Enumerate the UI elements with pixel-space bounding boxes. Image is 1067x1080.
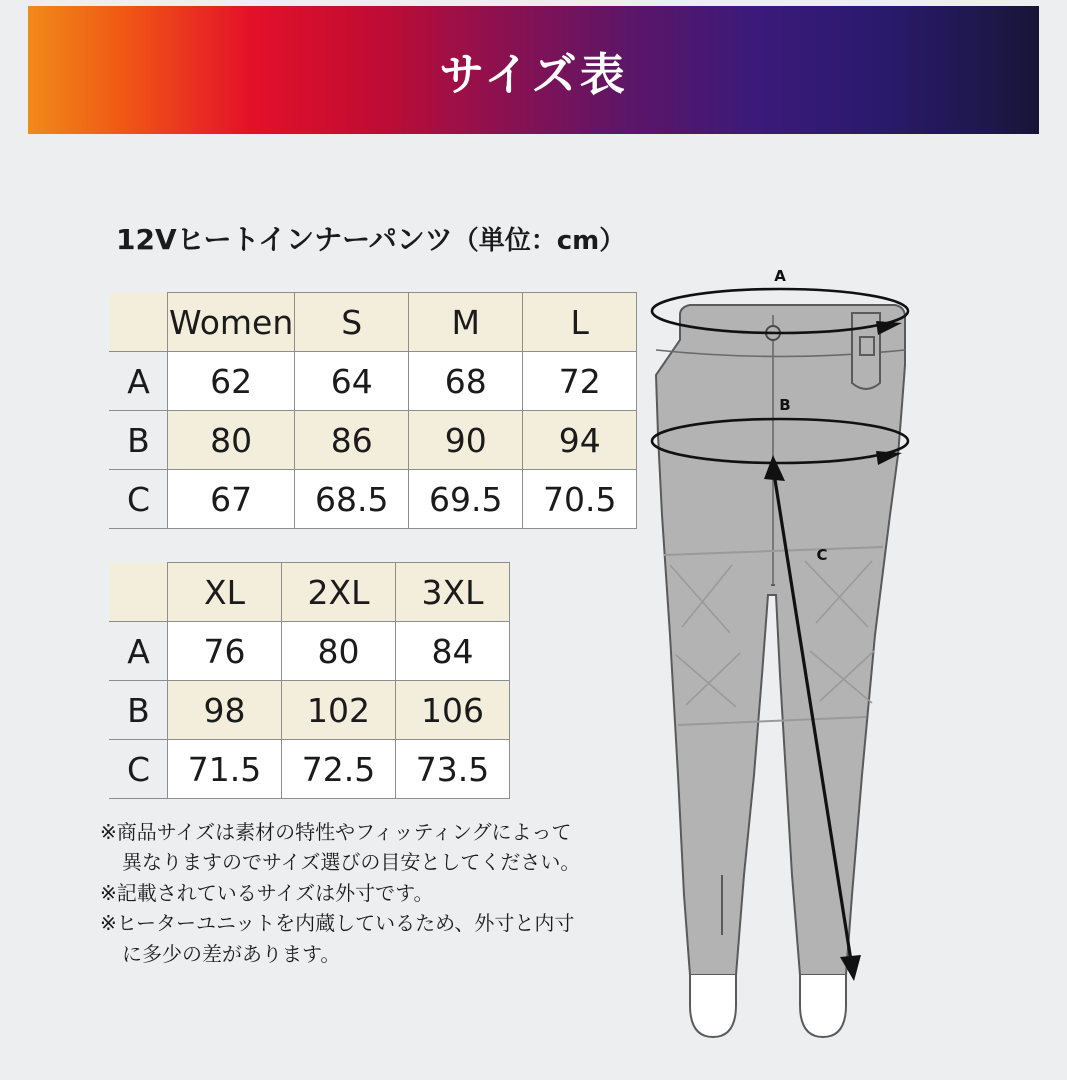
table-header-cell: XL (168, 563, 282, 622)
pants-measurement-diagram (640, 255, 1040, 1045)
table-row (110, 352, 637, 411)
table-corner-cell (110, 293, 168, 352)
table-cell: 64 (295, 352, 409, 411)
left-stirrup (690, 975, 736, 1037)
table-cell: 94 (523, 411, 637, 470)
table-cell: 67 (168, 470, 295, 529)
table-cell: 62 (168, 352, 295, 411)
table-cell: 90 (409, 411, 523, 470)
measure-c-label: C (816, 546, 828, 564)
table-row (110, 622, 510, 681)
note-line: ※商品サイズは素材の特性やフィッティングによって (100, 820, 572, 844)
table-cell: 106 (396, 681, 510, 740)
table-row (110, 411, 637, 470)
size-table-secondary (109, 562, 510, 799)
table-cell: 80 (282, 622, 396, 681)
note-line: に多少の差があります。 (122, 941, 341, 966)
table-row (110, 740, 510, 799)
table-header-cell: Women (168, 293, 295, 352)
row-label: B (110, 681, 168, 740)
table-cell: 76 (168, 622, 282, 681)
table-row (110, 470, 637, 529)
table-header-cell: L (523, 293, 637, 352)
table-corner-cell (110, 563, 168, 622)
table-cell: 73.5 (396, 740, 510, 799)
size-table-primary (109, 292, 637, 529)
right-stirrup (800, 975, 846, 1037)
table-header-row (110, 293, 637, 352)
table-header-cell: 3XL (396, 563, 510, 622)
table-cell: 86 (295, 411, 409, 470)
note-line: ※記載されているサイズは外寸です。 (100, 880, 434, 905)
table-cell: 98 (168, 681, 282, 740)
table-cell: 69.5 (409, 470, 523, 529)
table-row (110, 681, 510, 740)
row-label: B (110, 411, 168, 470)
product-name: 12Vヒートインナーパンツ (116, 223, 453, 256)
product-title (116, 218, 625, 258)
table-cell: 71.5 (168, 740, 282, 799)
note-line: 異なりますのでサイズ選びの目安としてください。 (122, 850, 581, 875)
header-banner (28, 6, 1039, 134)
table-cell: 72.5 (282, 740, 396, 799)
row-label: C (110, 470, 168, 529)
table-cell: 68 (409, 352, 523, 411)
table-cell: 102 (282, 681, 396, 740)
product-unit: （単位：cm） (452, 226, 626, 256)
table-cell: 80 (168, 411, 295, 470)
table-cell: 70.5 (523, 470, 637, 529)
page-title: サイズ表 (439, 47, 628, 101)
row-label: A (110, 622, 168, 681)
table-header-cell: S (295, 293, 409, 352)
table-header-cell: 2XL (282, 563, 396, 622)
notes-block (100, 818, 640, 970)
table-cell: 84 (396, 622, 510, 681)
table-cell: 68.5 (295, 470, 409, 529)
measure-b-label: B (779, 396, 791, 414)
table-header-row (110, 563, 510, 622)
row-label: C (110, 740, 168, 799)
table-cell: 72 (523, 352, 637, 411)
note-line: ※ヒーターユニットを内蔵しているため、外寸と内寸 (100, 911, 575, 936)
table-header-cell: M (409, 293, 523, 352)
row-label: A (110, 352, 168, 411)
measure-a-label: A (774, 267, 786, 285)
